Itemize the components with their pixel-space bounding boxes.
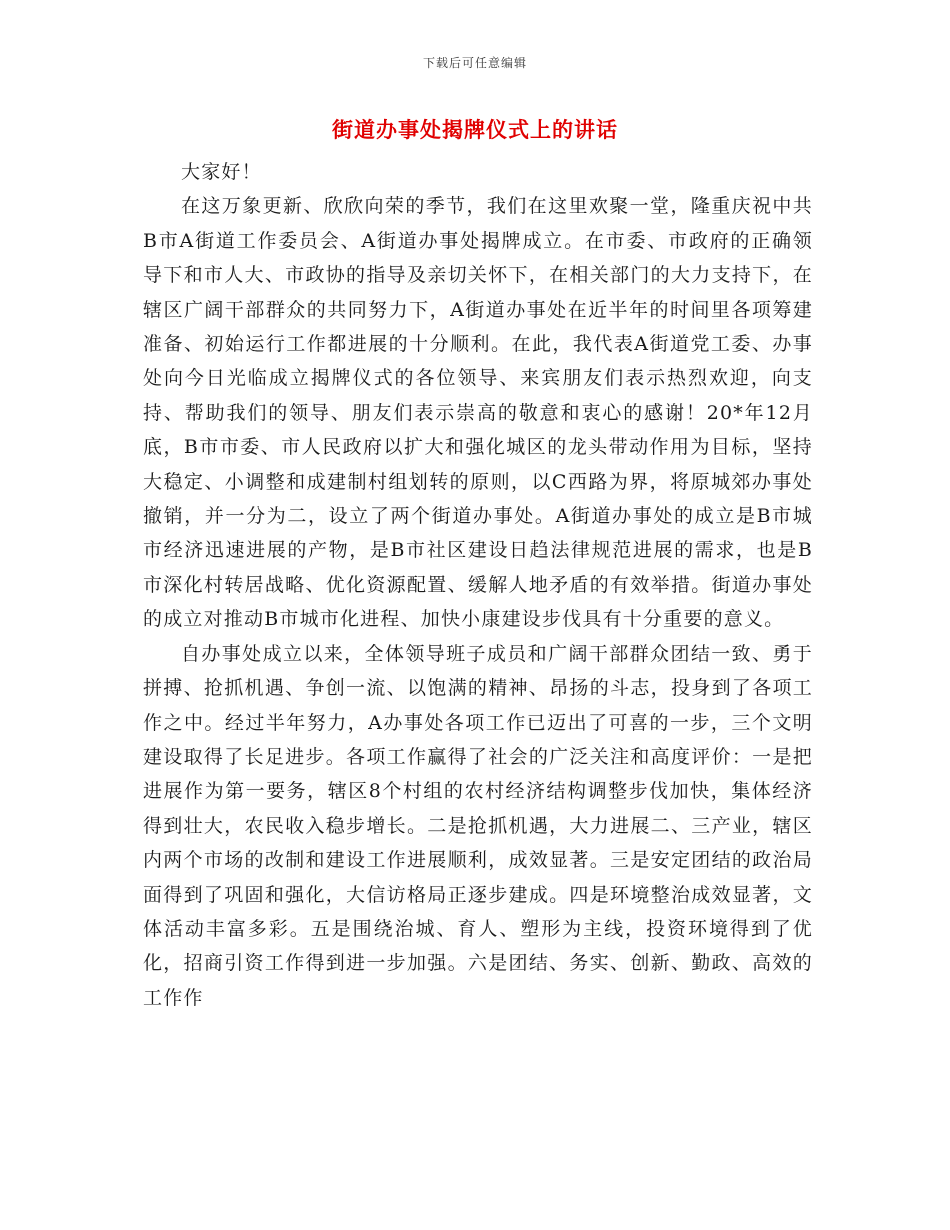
document-body — [143, 155, 813, 1015]
document-title: 街道办事处揭牌仪式上的讲话 — [332, 118, 618, 142]
greeting-paragraph: 大家好！ — [181, 161, 262, 183]
body-paragraph: 自办事处成立以来，全体领导班子成员和广阔干部群众团结一致、勇于拼搏、抢抓机遇、争创一流、以饱满的精神、昂扬的斗志，投身到了各项工作之中。经过半年努力，A办事处各项工作已迈出了可喜的一步，三个文明建设取得了长足进步。各项工作赢得了社会的广泛关注和高度评价：一是把进展作为第一要务，辖区8个村组的农村经济结构调整步伐加快，集体经济得到壮大，农民收入稳步增长。二是抢抓机遇，大力进展二、三产业，辖区内两个市场的改制和建设工作进展顺利，成效显著。三是安定团结的政治局面得到了巩固和强化，大信访格局正逐步建成。四是环境整治成效显著，文体活动丰富多彩。五是围绕治城、育人、塑形为主线，投资环境得到了优化，招商引资工作得到进一步加强。六是团结、务实、创新、勤政、高效的工作作 — [143, 642, 813, 1009]
header-note: 下载后可任意编辑 — [422, 56, 527, 70]
body-paragraph: 在这万象更新、欣欣向荣的季节，我们在这里欢聚一堂，隆重庆祝中共B市A街道工作委员会、A街道办事处揭牌成立。在市委、市政府的正确领导下和市人大、市政协的指导及亲切关怀下，在相关部门的大力支持下，在辖区广阔干部群众的共同努力下，A街道办事处在近半年的时间里各项筹建准备、初始运行工作都进展的十分顺利。在此，我代表A街道党工委、办事处向今日光临成立揭牌仪式的各位领导、来宾朋友们表示热烈欢迎，向支持、帮助我们的领导、朋友们表示崇高的敬意和衷心的感谢！20*年12月底，B市市委、市人民政府以扩大和强化城区的龙头带动作用为目标，坚持大稳定、小调整和成建制村组划转的原则，以C西路为界，将原城郊办事处撤销，并一分为二，设立了两个街道办事处。A街道办事处的成立是B市城市经济迅速进展的产物，是B市社区建设日趋法律规范进展的需求，也是B市深化村转居战略、优化资源配置、缓解人地矛盾的有效举措。街道办事处的成立对推动B市城市化进程、加快小康建设步伐具有十分重要的意义。 — [143, 195, 813, 631]
